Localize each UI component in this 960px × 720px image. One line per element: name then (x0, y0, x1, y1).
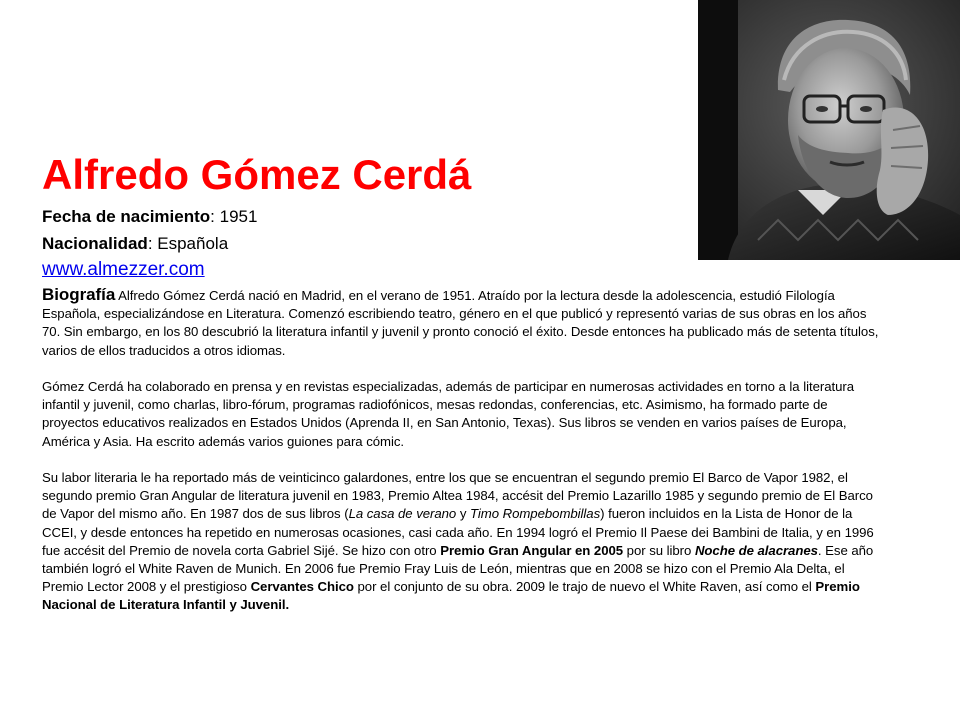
nationality-value: : Española (147, 234, 229, 253)
book-title-noche-de-alacranes: Noche de alacranes (694, 542, 818, 558)
bio-label: Biografía (42, 285, 116, 304)
birth-date-value: : 1951 (210, 207, 258, 226)
biography (42, 286, 882, 633)
author-portrait-photo (698, 0, 960, 260)
page-title: Alfredo Gómez Cerdá (42, 151, 472, 198)
bio-paragraph-3 (42, 469, 882, 615)
book-title-la-casa-de-verano: La casa de verano (348, 506, 457, 522)
award-cervantes-chico: Cervantes Chico (250, 579, 354, 595)
bio-paragraph-1 (42, 286, 882, 360)
bio-text-3b: y (456, 506, 471, 522)
book-title-timo-rompebombillas: Timo Rompebombillas (470, 506, 601, 522)
bio-text-3c: ) fueron incluidos en la Lista de Honor de la CCEI, y desde entonces ha repetido en numerosas ocasiones, casi cada año. En 1994 logró el Premio Il Paese dei Bambini de Italia, y en 1996 fue accésit del Premio de novela corta Gabriel Sijé. Se hizo con otro (42, 506, 874, 558)
award-gran-angular-2005: Premio Gran Angular en 2005 (440, 542, 624, 558)
nationality-label: Nacionalidad (42, 234, 148, 253)
website-link[interactable]: www.almezzer.com (42, 259, 205, 280)
bio-text-3d: por su libro (623, 542, 695, 558)
bio-text-3f: por el conjunto de su obra. 2009 le trajo de nuevo el White Raven, así como el (353, 579, 816, 595)
nationality-line (42, 233, 228, 255)
bio-text-3e: . Ese año también logró el White Raven de Munich. En 2006 fue Premio Fray Luis de León, mientras que en 2008 se hizo con el Premio Ala Delta, el Premio Lector 2008 y el prestigioso (42, 542, 874, 595)
birth-date-label: Fecha de nacimiento (42, 207, 211, 226)
award-premio-nacional: Premio Nacional de Literatura Infantil y Juvenil. (42, 579, 860, 613)
bio-text-1: Alfredo Gómez Cerdá nació en Madrid, en el verano de 1951. Atraído por la lectura desde la adolescencia, estudió Filología Española, especializándose en Literatura. Comenzó escribiendo teatro, género en el que publicó y representó varias de sus obras en los años 70. Sin embargo, en los 80 descubrió la literatura infantil y juvenil y pronto conoció el éxito. Desde entonces ha publicado más de setenta títulos, varios de ellos traducidos a otros idiomas. (42, 288, 879, 358)
bio-paragraph-2: Gómez Cerdá ha colaborado en prensa y en revistas especializadas, además de participar en numerosas actividades en torno a la literatura infantil y juvenil, como charlas, libro-fórum, programas radiofónicos, mesas redondas, conferencias, etc. Asimismo, ha formado parte de proyectos educativos realizados en Estados Unidos (Aprenda II, en San Antonio, Texas). Sus libros se venden en varios países de Europa, América y Asia. Ha escrito además varios guiones para cómic. (42, 379, 855, 449)
birth-date-line (42, 206, 257, 228)
bio-text-3a: Su labor literaria le ha reportado más de veinticinco galardones, entre los que se encuentran el segundo premio El Barco de Vapor 1982, el segundo premio Gran Angular de literatura juvenil en 1983, Premio Altea 1984, accésit del Premio Lazarillo 1985 y segundo premio de El Barco de Vapor del mismo año. En 1987 dos de sus libros ( (42, 470, 873, 522)
